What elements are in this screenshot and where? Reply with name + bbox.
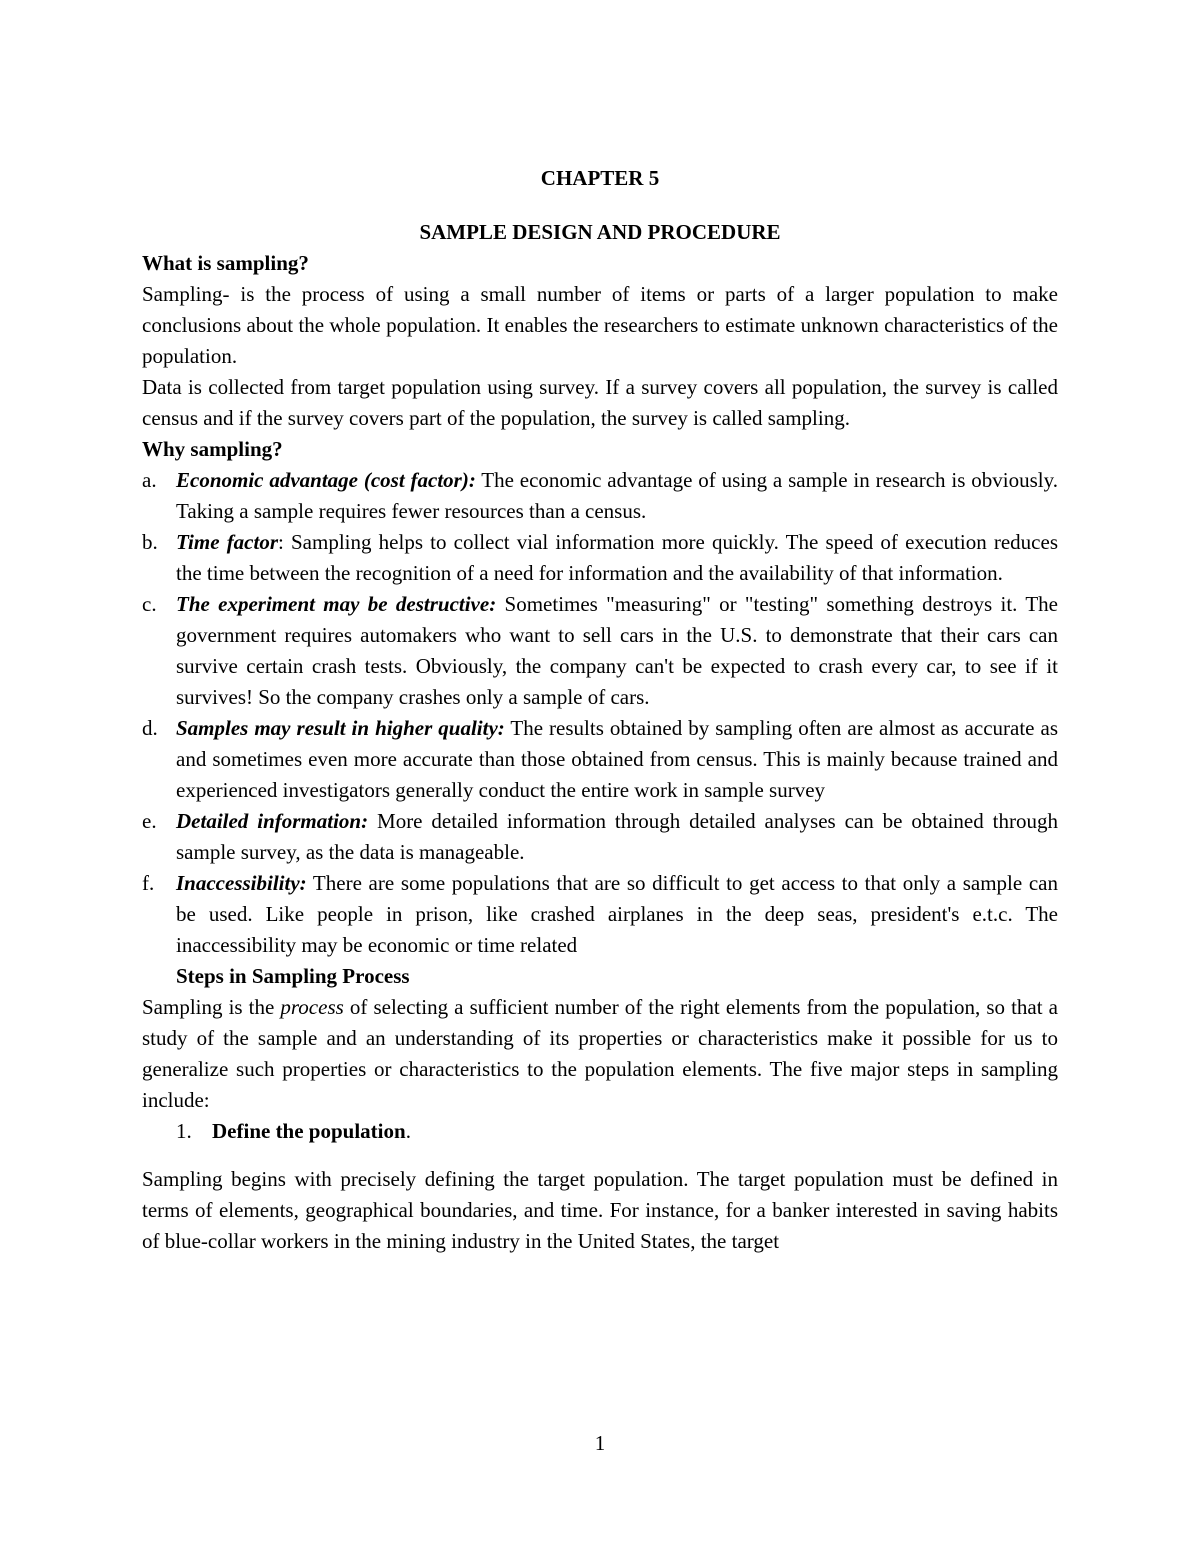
steps-intro-rest: of selecting a sufficient number of the right elements from the population, so that a study of the sample and an understanding of its properties or characteristics make it possible for us to generalize such properties or characteristics to the population elements. The five major steps in sampling include: [142,995,1058,1112]
list-item-text: The results obtained by sampling often are almost as accurate as and sometimes even more accurate than those obtained from census. This is mainly because trained and experienced investigators generally conduct the entire work in sample survey [176,716,1058,802]
census-paragraph: Data is collected from target population using survey. If a survey covers all population, the survey is called census and if the survey covers part of the population, the survey is called sampling. [142,375,1058,430]
list-item-term: Time factor [176,530,279,554]
steps-intro-start: Sampling is the [142,995,281,1019]
page-number: 1 [594,1431,606,1455]
page-content [142,163,1058,1257]
steps-intro-paragraph [142,992,1058,1116]
list-marker: d. [142,716,158,740]
list-marker: a. [142,468,157,492]
page-title: SAMPLE DESIGN AND PROCEDURE [419,220,781,244]
list-item [142,806,1058,868]
list-item-term: Economic advantage (cost factor): [176,468,476,492]
list-item-term: The experiment may be destructive: [176,592,497,616]
list-item [142,713,1058,806]
list-item-term: Detailed information: [176,809,369,833]
step-label: Define the population [212,1119,406,1143]
reasons-list [142,465,1058,961]
list-item-text: Sometimes "measuring" or "testing" something destroys it. The government requires automakers who want to sell cars in the U.S. to demonstrate that their cars can survive certain crash tests. Obviously, the company can't be expected to crash every car, to see if it survives! So the company crashes only a sample of cars. [176,592,1058,709]
step-item [142,1116,1058,1147]
step-label-period: . [405,1119,411,1143]
list-item [142,589,1058,713]
list-item [142,527,1058,589]
list-item [142,868,1058,961]
list-item-term: Inaccessibility: [176,871,307,895]
list-marker: b. [142,530,158,554]
list-item-text: : Sampling helps to collect vial information more quickly. The speed of execution reduces the time between the recognition of a need for information and the availability of that information. [176,530,1058,585]
list-item-term: Samples may result in higher quality: [176,716,505,740]
section-heading-steps: Steps in Sampling Process [176,964,410,988]
list-item [142,465,1058,527]
list-item-text: The economic advantage of using a sample in research is obviously. Taking a sample requires fewer resources than a census. [176,468,1058,523]
step-paragraph: Sampling begins with precisely defining the target population. The target population must be defined in terms of elements, geographical boundaries, and time. For instance, for a banker interested in saving habits of blue-collar workers in the mining industry in the United States, the target [142,1167,1058,1253]
sampling-definition-paragraph: Sampling- is the process of using a small number of items or parts of a larger population to make conclusions about the whole population. It enables the researchers to estimate unknown characteristics of the population. [142,282,1058,368]
list-marker: e. [142,809,157,833]
list-marker: f. [142,871,155,895]
section-heading-why-sampling: Why sampling? [142,437,283,461]
step-number: 1. [176,1119,192,1143]
list-item-text: More detailed information through detailed analyses can be obtained through sample survey, as the data is manageable. [176,809,1058,864]
list-item-text: There are some populations that are so difficult to get access to that only a sample can be used. Like people in prison, like crashed airplanes in the deep seas, president's e.t.c. The inaccessibility may be economic or time related [176,871,1058,957]
list-marker: c. [142,592,157,616]
chapter-label: CHAPTER 5 [540,166,660,190]
steps-intro-emphasis: process [280,995,344,1019]
section-heading-what-is-sampling: What is sampling? [142,251,309,275]
